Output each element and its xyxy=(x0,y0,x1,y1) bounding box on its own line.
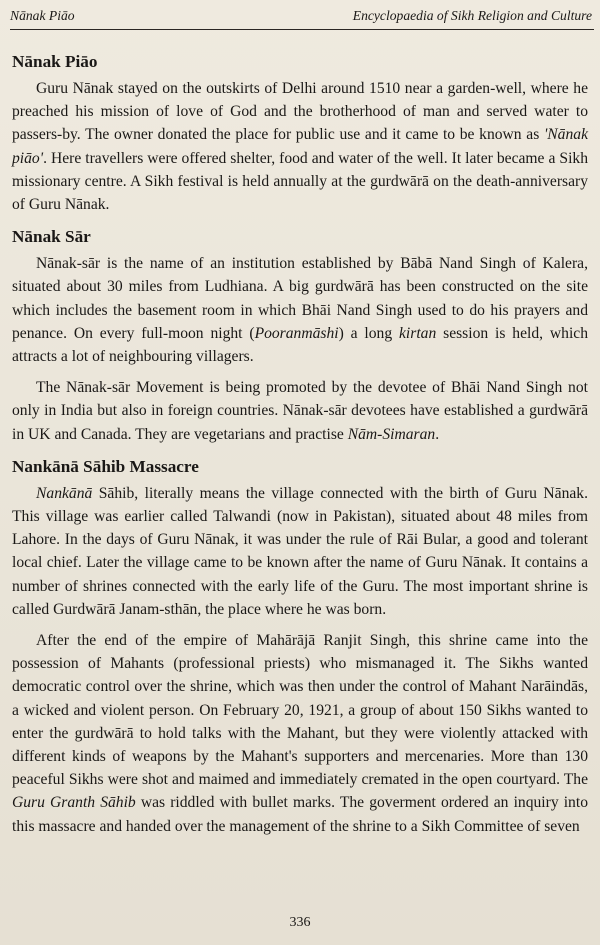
paragraph: Guru Nānak stayed on the outskirts of Delhi around 1510 near a garden-well, where he preached his mission of love of God and the brotherhood of man and served water to passers-by. The owner donated the place for public use and it came to be known as 'Nānak piāo'. Here travellers were offered shelter, food and water of the well. It later became a Sikh missionary centre. A Sikh festival is held annually at the gurdwārā on the death-anniversary of Guru Nānak. xyxy=(12,80,588,214)
header-rule xyxy=(10,29,594,30)
paragraph: The Nānak-sār Movement is being promoted by the devotee of Bhāi Nand Singh not only in India but also in foreign countries. Nānak-sār devotees have established a gurdwārā in UK and Canada. They are vegetarians and practise Nām-Simaran. xyxy=(12,379,588,443)
section-nanak-sar xyxy=(12,225,588,446)
page-body xyxy=(12,50,588,838)
section-heading: Nānak Piāo xyxy=(12,52,98,71)
paragraph: Nānak-sār is the name of an institution established by Bābā Nand Singh of Kalera, situated about 30 miles from Ludhiana. A big gurdwārā has been constructed on the site which includes the basement room in which Bhāi Nand Singh used to do his prayers and penance. On every full-moon night (Pooranmāshi) a long kirtan session is held, which attracts a lot of neighbouring villagers. xyxy=(12,255,588,366)
page-number: 336 xyxy=(289,915,311,930)
running-head-left: Nānak Piāo xyxy=(10,8,75,23)
running-head-right: Encyclopaedia of Sikh Religion and Culture xyxy=(352,8,592,23)
section-heading: Nānak Sār xyxy=(12,227,91,247)
section-heading: Nankānā Sāhib Massacre xyxy=(12,456,199,476)
running-head xyxy=(10,8,592,28)
section-nanak-piao xyxy=(12,50,588,216)
section-nankana-sahib-massacre xyxy=(12,455,588,838)
paragraph: Nankānā Sāhib, literally means the village connected with the birth of Guru Nānak. This village was earlier called Talwandi (now in Pakistan), situated about 48 miles from Lahore. In the days of Guru Nānak, it was under the rule of Rāi Bular, a good and tolerant local chief. Later the village came to be known after the name of Guru Nānak. It contains a number of shrines connected with the early life of the Guru. The most important shrine is called Gurdwārā Janam-sthān, the place where he was born. xyxy=(12,484,588,618)
paragraph: After the end of the empire of Mahārājā Ranjit Singh, this shrine came into the possession of Mahants (professional priests) who mismanaged it. The Sikhs wanted democratic control over the shrine, which was then under the control of Mahant Narāindās, a wicked and violent person. On February 20, 1921, a group of about 150 Sikhs wanted to enter the gurdwārā to hold talks with the Mahant, but they were violently attacked with different kinds of weapons by the Mahant's supporters and mercenaries. More than 130 peaceful Sikhs were shot and maimed and immediately cremated in the open courtyard. The Guru Granth Sāhib was riddled with bullet marks. The goverment ordered an inquiry into this massacre and handed over the management of the shrine to a Sikh Committee of seven xyxy=(12,632,588,835)
